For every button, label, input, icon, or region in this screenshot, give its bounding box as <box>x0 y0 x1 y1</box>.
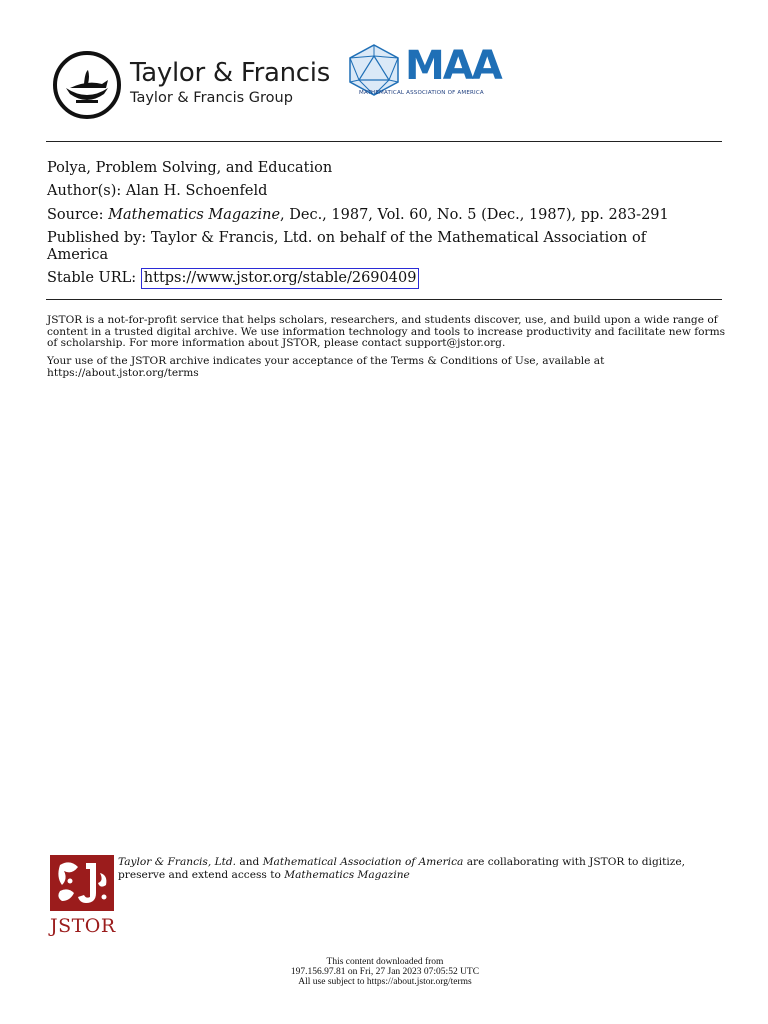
collaboration-statement <box>118 856 718 881</box>
collab-and: and <box>239 856 260 868</box>
taylor-francis-logo <box>52 50 342 120</box>
author-label: Author(s): <box>47 183 122 199</box>
publisher-group: Taylor & Francis Group <box>130 90 293 106</box>
download-line-1: This content downloaded from <box>326 957 444 967</box>
maa-logo <box>345 42 501 102</box>
download-line-3: All use subject to https://about.jstor.org/terms <box>298 977 472 987</box>
author-line <box>47 183 267 200</box>
bottom-divider <box>46 299 722 300</box>
oil-lamp-emblem-icon <box>52 50 122 120</box>
article-title: Polya, Problem Solving, and Education <box>47 160 333 176</box>
collab-society: Mathematical Association of America <box>262 856 464 868</box>
published-line <box>47 230 707 264</box>
maa-wordmark: MAA <box>405 43 501 89</box>
collab-middle: are collaborating with JSTOR to digitize, preserve and extend access to <box>118 856 685 881</box>
jstor-wordmark: JSTOR <box>50 915 116 937</box>
stable-url-line <box>47 268 419 289</box>
journal-name: Mathematics Magazine <box>108 207 281 223</box>
jstor-emblem-icon <box>50 855 114 911</box>
top-divider <box>46 141 722 142</box>
stable-url-link[interactable]: https://www.jstor.org/stable/2690409 <box>141 268 420 289</box>
publisher-name: Taylor & Francis <box>130 58 330 88</box>
publisher-statement: Taylor & Francis, Ltd. on behalf of the Mathematical Association of America <box>47 230 647 263</box>
published-label: Published by: <box>47 230 147 246</box>
source-details: , Dec., 1987, Vol. 60, No. 5 (Dec., 1987), pp. 283-291 <box>280 207 669 223</box>
source-line <box>47 207 669 224</box>
collab-journal: Mathematics Magazine <box>284 868 410 881</box>
maa-subtext: MATHEMATICAL ASSOCIATION OF AMERICA <box>359 90 484 96</box>
author-name: Alan H. Schoenfeld <box>125 183 268 199</box>
download-line-2: 197.156.97.81 on Fri, 27 Jan 2023 07:05:52 UTC <box>290 967 480 977</box>
collab-publisher: Taylor & Francis, Ltd. <box>118 856 237 868</box>
terms-notice: Your use of the JSTOR archive indicates your acceptance of the Terms & Conditions of Use, available at https://about.jstor.org/terms <box>47 355 605 379</box>
source-label: Source: <box>47 207 104 223</box>
jstor-logo <box>50 855 116 937</box>
stable-url-label: Stable URL: <box>47 270 137 286</box>
jstor-notice: JSTOR is a not-for-profit service that helps scholars, researchers, and students discover, use, and build upon a wide range of content in a trusted digital archive. We use information technology and tools to increase productivity and facilitate new forms of scholarship. For more information about JSTOR, please contact support@jstor.org. <box>47 314 726 349</box>
